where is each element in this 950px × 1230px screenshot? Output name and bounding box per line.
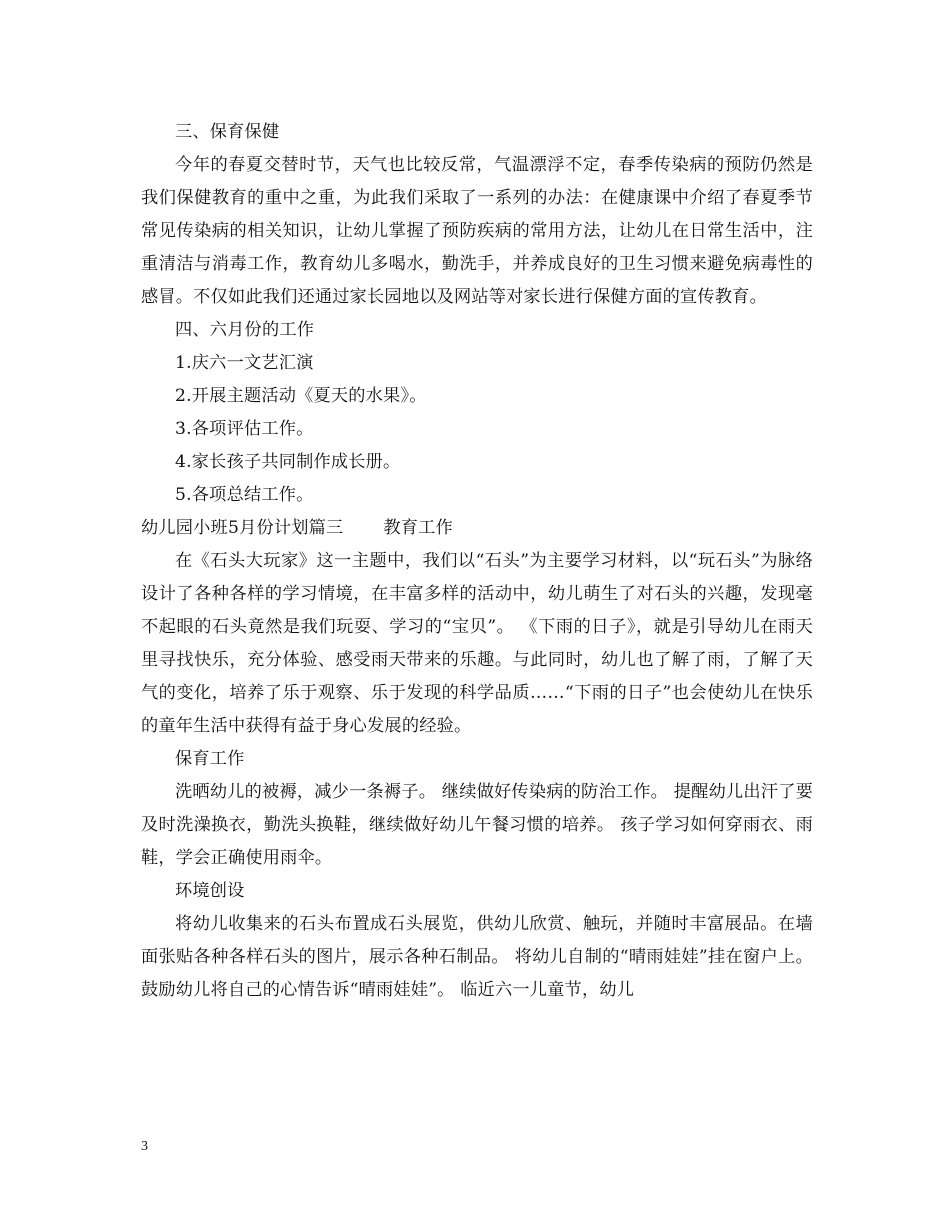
list-item: 3.各项评估工作。 (175, 419, 314, 439)
paragraph-education-work: 在《石头大玩家》这一主题中，我们以“石头”为主要学习材料，以“玩石头”为脉络设计了各种各样的学习情境，在丰富多样的活动中，幼儿萌生了对石头的兴趣，发现毫不起眼的石头竟然是我们玩耍、学习的“宝贝”。 《下雨的日子》，就是引导幼儿在雨天里寻找快乐，充分体验、感受雨天带来的乐趣。与此同时，幼儿也了解了雨，了解了天气的变化，培养了乐于观察、乐于发现的科学品质……“下雨的日子”也会使幼儿在快乐的童年生活中获得有益于身心发展的经验。 (141, 551, 813, 736)
list-item: 2.开展主题活动《夏天的水果》。 (175, 386, 427, 406)
list-item: 4.家长孩子共同制作成长册。 (175, 452, 401, 472)
paragraph-environment: 将幼儿收集来的石头布置成石头展览，供幼儿欣赏、触玩，并随时丰富展品。在墙面张贴各种各样石头的图片，展示各种石制品。 将幼儿自制的“晴雨娃娃”挂在窗户上。鼓励幼儿将自己的心情告诉“晴雨娃娃”。 临近六一儿童节，幼儿 (141, 914, 813, 1000)
plan-title-line (141, 512, 813, 545)
page-number: 3 (141, 1139, 148, 1154)
section-heading-environment: 环境创设 (175, 881, 245, 901)
section-heading-june-work: 四、六月份的工作 (175, 320, 315, 340)
plan-subtitle: 教育工作 (383, 518, 453, 538)
list-item: 1.庆六一文艺汇演 (175, 353, 314, 373)
section-heading-care-work: 保育工作 (175, 749, 245, 769)
plan-title: 幼儿园小班5月份计划篇三 (141, 518, 344, 538)
list-item: 5.各项总结工作。 (175, 485, 314, 505)
paragraph-care-work: 洗晒幼儿的被褥，减少一条褥子。 继续做好传染病的防治工作。 提醒幼儿出汗了要及时洗澡换衣，勤洗头换鞋，继续做好幼儿午餐习惯的培养。 孩子学习如何穿雨衣、雨鞋，学会正确使用雨伞。 (141, 782, 813, 868)
section-heading-care-health: 三、保育保健 (175, 122, 280, 142)
document-body (141, 116, 813, 1007)
paragraph-care-health: 今年的春夏交替时节，天气也比较反常，气温漂浮不定，春季传染病的预防仍然是我们保健教育的重中之重，为此我们采取了一系列的办法：在健康课中介绍了春夏季节常见传染病的相关知识，让幼儿掌握了预防疾病的常用方法，让幼儿在日常生活中，注重清洁与消毒工作，教育幼儿多喝水，勤洗手，并养成良好的卫生习惯来避免病毒性的感冒。不仅如此我们还通过家长园地以及网站等对家长进行保健方面的宣传教育。 (141, 155, 813, 307)
